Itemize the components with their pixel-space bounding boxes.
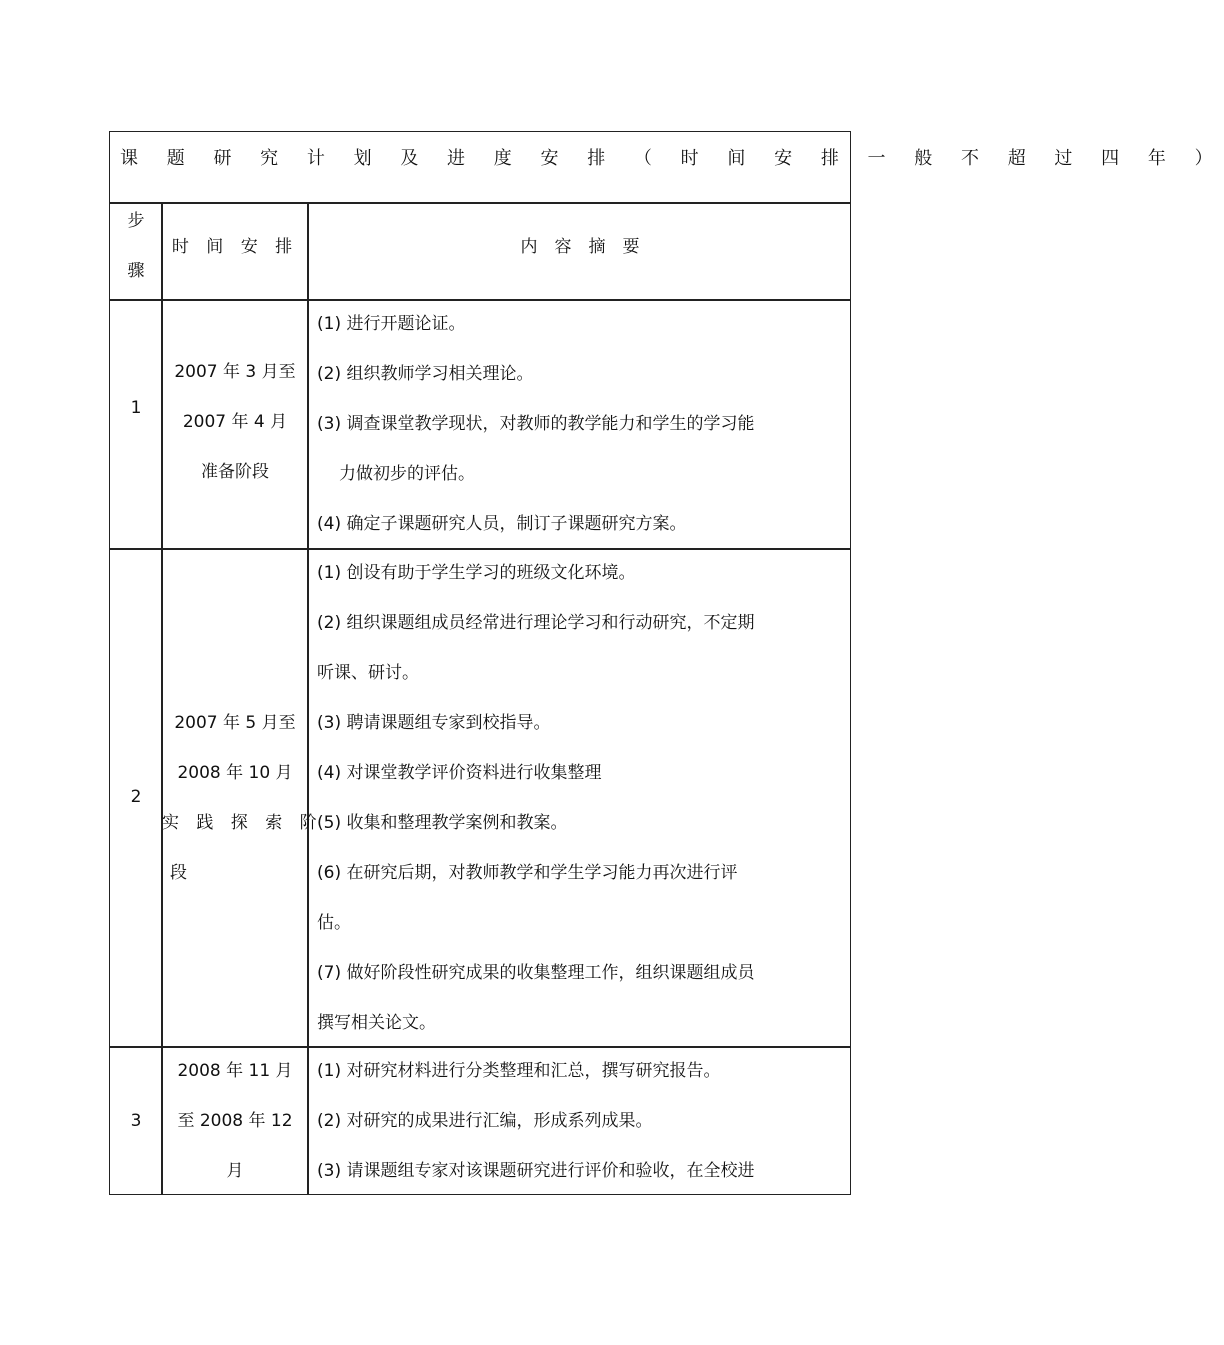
rule-title-bottom xyxy=(110,202,850,204)
row-1-item: (1) 进行开题论证。 xyxy=(317,314,466,334)
header-step-2 xyxy=(110,258,162,284)
row-2-item: (3) 聘请课题组专家到校指导。 xyxy=(317,713,551,733)
row-1-item: 力做初步的评估。 xyxy=(339,464,475,484)
row-2-item: (4) 对课堂教学评价资料进行收集整理 xyxy=(317,763,602,783)
row-3-item: (1) 对研究材料进行分类整理和汇总，撰写研究报告。 xyxy=(317,1061,721,1081)
row-2-item: (1) 创设有助于学生学习的班级文化环境。 xyxy=(317,563,636,583)
row-3-item: (3) 请课题组专家对该课题研究进行评价和验收，在全校进 xyxy=(317,1161,755,1181)
plan-table xyxy=(109,131,1224,1195)
row-3-time-line: 至 2008 年 12 xyxy=(177,1111,293,1131)
row-2-item: 撰写相关论文。 xyxy=(317,1013,436,1033)
row-1-item: (2) 组织教师学习相关理论。 xyxy=(317,364,534,384)
row-2-step: 2 xyxy=(130,787,142,807)
row-3-content xyxy=(317,1046,817,1196)
row-3-time-line: 2008 年 11 月 xyxy=(177,1061,293,1081)
row-2-item: (2) 组织课题组成员经常进行理论学习和行动研究，不定期 xyxy=(317,613,755,633)
row-1-time-line: 2007 年 4 月 xyxy=(182,412,288,432)
row-2-content xyxy=(317,548,817,1048)
row-2-time-line: 实 践 探 索 阶 xyxy=(162,813,323,833)
row-1-time-line: 准备阶段 xyxy=(201,462,269,482)
row-3-step: 3 xyxy=(130,1111,142,1131)
row-2-time-line: 段 xyxy=(170,863,187,883)
row-1-item: (3) 调查课堂教学现状，对教师的教学能力和学生的学习能 xyxy=(317,414,755,434)
row-2-item: (5) 收集和整理教学案例和教案。 xyxy=(317,813,568,833)
header-step xyxy=(110,208,162,234)
row-2-time xyxy=(162,698,323,898)
table-title: 课 题 研 究 计 划 及 进 度 安 排 （ 时 间 安 排 一 般 不 超 过 四 年 ） xyxy=(120,148,1224,169)
row-2-item: 估。 xyxy=(317,913,351,933)
header-step-top: 步 xyxy=(127,211,145,231)
row-3-time-line: 月 xyxy=(226,1161,244,1181)
row-1-content xyxy=(317,299,817,549)
row-3-time xyxy=(162,1046,308,1196)
row-1-step: 1 xyxy=(130,398,142,418)
row-2-time-line: 2007 年 5 月至 xyxy=(174,713,296,733)
row-2-item: 听课、研讨。 xyxy=(317,663,419,683)
row-2-time-line: 2008 年 10 月 xyxy=(177,763,293,783)
header-time: 时 间 安 排 xyxy=(171,237,299,257)
header-content: 内 容 摘 要 xyxy=(520,237,640,257)
row-3-item: (2) 对研究的成果进行汇编，形成系列成果。 xyxy=(317,1111,653,1131)
row-1-time-line: 2007 年 3 月至 xyxy=(174,362,296,382)
row-2-item: (7) 做好阶段性研究成果的收集整理工作，组织课题组成员 xyxy=(317,963,755,983)
row-1-time xyxy=(162,347,308,497)
row-1-item: (4) 确定子课题研究人员，制订子课题研究方案。 xyxy=(317,514,687,534)
header-step-bottom: 骤 xyxy=(127,261,145,281)
row-2-item: (6) 在研究后期，对教师教学和学生学习能力再次进行评 xyxy=(317,863,738,883)
